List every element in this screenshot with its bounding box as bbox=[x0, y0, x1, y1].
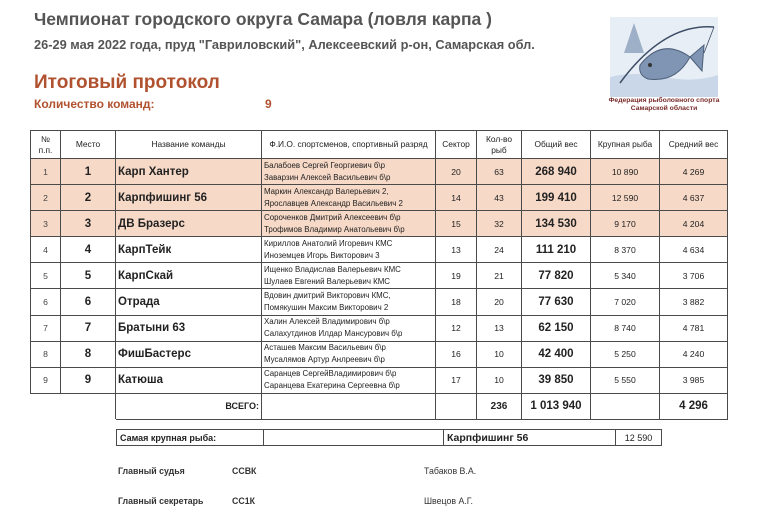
row-athletes bbox=[262, 367, 436, 393]
row-total: 42 400 bbox=[522, 341, 591, 367]
athlete-2: Саранцева Екатерина Сергеевна б\р bbox=[264, 381, 400, 391]
logo-caption-line2: Самарской области bbox=[630, 105, 698, 112]
row-num: 6 bbox=[31, 289, 61, 315]
row-avg: 3 706 bbox=[660, 263, 728, 289]
row-athletes bbox=[262, 185, 436, 211]
chief-judge-category: ССВК bbox=[232, 466, 257, 476]
competition-subtitle: 26-29 мая 2022 года, пруд "Гавриловский", Алексеевский р-он, Самарская обл. bbox=[34, 37, 535, 52]
row-biggest: 12 590 bbox=[591, 185, 660, 211]
row-athletes bbox=[262, 237, 436, 263]
row-num: 3 bbox=[31, 211, 61, 237]
row-sector: 19 bbox=[436, 263, 477, 289]
logo-caption bbox=[604, 97, 724, 113]
athlete-1: Вдовин дмитрий Викторович КМС, bbox=[264, 291, 391, 301]
row-sector: 16 bbox=[436, 341, 477, 367]
row-total: 77 630 bbox=[522, 289, 591, 315]
biggest-fish-empty bbox=[264, 430, 444, 446]
row-biggest: 9 170 bbox=[591, 211, 660, 237]
row-total: 111 210 bbox=[522, 237, 591, 263]
teams-count-label: Количество команд: bbox=[34, 97, 155, 111]
biggest-fish-table bbox=[116, 429, 662, 446]
row-team: Карп Хантер bbox=[116, 159, 262, 185]
row-athletes bbox=[262, 289, 436, 315]
row-count: 63 bbox=[477, 159, 522, 185]
row-athletes bbox=[262, 159, 436, 185]
row-biggest: 5 340 bbox=[591, 263, 660, 289]
athlete-1: Маркин Александр Валерьевич 2, bbox=[264, 186, 389, 196]
row-total: 268 940 bbox=[522, 159, 591, 185]
row-team: Братыни 63 bbox=[116, 315, 262, 341]
row-total: 199 410 bbox=[522, 185, 591, 211]
totals-weight: 1 013 940 bbox=[522, 393, 591, 419]
row-num: 1 bbox=[31, 159, 61, 185]
table-header-row bbox=[31, 131, 728, 159]
row-total: 62 150 bbox=[522, 315, 591, 341]
table-row bbox=[31, 237, 728, 263]
chief-judge-name: Табаков В.А. bbox=[424, 466, 477, 476]
row-biggest: 5 250 bbox=[591, 341, 660, 367]
results-table bbox=[30, 130, 728, 420]
athlete-2: Заварзин Алексей Васильевич б\р bbox=[264, 172, 391, 182]
athlete-1: Асташев Максим Васильевич б\р bbox=[264, 343, 386, 353]
chief-judge-label: Главный судья bbox=[118, 466, 185, 476]
athlete-2: Салахутдинов Илдар Мансурович б\р bbox=[264, 329, 403, 339]
table-row bbox=[31, 263, 728, 289]
table-row bbox=[31, 367, 728, 393]
biggest-fish-weight: 12 590 bbox=[616, 430, 662, 446]
chief-secretary-name: Швецов А.Г. bbox=[424, 496, 473, 506]
teams-count-value: 9 bbox=[265, 97, 272, 111]
row-team: ФишБастерс bbox=[116, 341, 262, 367]
row-total: 134 530 bbox=[522, 211, 591, 237]
row-count: 32 bbox=[477, 211, 522, 237]
row-place: 4 bbox=[61, 237, 116, 263]
athlete-2: Мусалямов Артур Анлреевич б\р bbox=[264, 355, 385, 365]
logo-fish-eye bbox=[648, 63, 652, 67]
header-num: № п.п. bbox=[31, 131, 61, 159]
athlete-1: Сороченков Дмитрий Алексеевич б\р bbox=[264, 212, 401, 222]
row-total: 77 820 bbox=[522, 263, 591, 289]
row-sector: 18 bbox=[436, 289, 477, 315]
logo-caption-line1: Федерация рыболовного спорта bbox=[608, 97, 720, 104]
row-place: 8 bbox=[61, 341, 116, 367]
row-count: 24 bbox=[477, 237, 522, 263]
row-avg: 4 781 bbox=[660, 315, 728, 341]
totals-avg: 4 296 bbox=[660, 393, 728, 419]
chief-secretary-category: СС1К bbox=[232, 496, 255, 506]
table-row bbox=[31, 341, 728, 367]
row-athletes bbox=[262, 211, 436, 237]
row-team: КарпСкай bbox=[116, 263, 262, 289]
header-total: Общий вес bbox=[522, 131, 591, 159]
totals-spacer bbox=[31, 393, 116, 419]
totals-sector-empty bbox=[436, 393, 477, 419]
chief-secretary-label: Главный секретарь bbox=[118, 496, 204, 506]
row-avg: 3 985 bbox=[660, 367, 728, 393]
row-team: КарпТейк bbox=[116, 237, 262, 263]
biggest-fish-label: Самая крупная рыба: bbox=[117, 430, 264, 446]
row-sector: 17 bbox=[436, 367, 477, 393]
row-avg: 4 269 bbox=[660, 159, 728, 185]
athlete-1: Саранцев СергейВладимирович б\р bbox=[264, 369, 397, 379]
header-biggest: Крупная рыба bbox=[591, 131, 660, 159]
athlete-2: Иноземцев Игорь Викторович 3 bbox=[264, 250, 380, 260]
athlete-2: Трофимов Владимир Анатольевич б\р bbox=[264, 224, 405, 234]
row-place: 7 bbox=[61, 315, 116, 341]
totals-label: ВСЕГО: bbox=[116, 393, 262, 419]
competition-title: Чемпионат городского округа Самара (ловля карпа ) bbox=[34, 9, 492, 29]
row-avg: 3 882 bbox=[660, 289, 728, 315]
athlete-1: Халин Алексей Владимирович б\р bbox=[264, 317, 390, 327]
row-count: 43 bbox=[477, 185, 522, 211]
row-sector: 13 bbox=[436, 237, 477, 263]
row-biggest: 7 020 bbox=[591, 289, 660, 315]
row-num: 9 bbox=[31, 367, 61, 393]
header-athletes: Ф.И.О. спортсменов, спортивный разряд bbox=[262, 131, 436, 159]
row-team: Карпфишинг 56 bbox=[116, 185, 262, 211]
table-row bbox=[31, 159, 728, 185]
row-num: 4 bbox=[31, 237, 61, 263]
row-athletes bbox=[262, 341, 436, 367]
row-team: ДВ Бразерс bbox=[116, 211, 262, 237]
biggest-fish-team: Карпфишинг 56 bbox=[444, 430, 616, 446]
row-count: 21 bbox=[477, 263, 522, 289]
biggest-fish-row bbox=[117, 430, 662, 446]
table-row bbox=[31, 185, 728, 211]
athlete-2: Помякушин Максим Викторович 2 bbox=[264, 303, 389, 313]
row-sector: 15 bbox=[436, 211, 477, 237]
header-sector: Сектор bbox=[436, 131, 477, 159]
athlete-1: Балабоев Сергей Георгиевич б\р bbox=[264, 160, 385, 170]
row-place: 2 bbox=[61, 185, 116, 211]
totals-row bbox=[31, 393, 728, 419]
row-sector: 20 bbox=[436, 159, 477, 185]
row-num: 5 bbox=[31, 263, 61, 289]
header-avg: Средний вес bbox=[660, 131, 728, 159]
row-num: 7 bbox=[31, 315, 61, 341]
row-total: 39 850 bbox=[522, 367, 591, 393]
totals-biggest-empty bbox=[591, 393, 660, 419]
protocol-heading: Итоговый протокол bbox=[34, 72, 220, 93]
header-count: Кол-во рыб bbox=[477, 131, 522, 159]
row-athletes bbox=[262, 315, 436, 341]
header-team: Название команды bbox=[116, 131, 262, 159]
athlete-2: Шулаев Евгений Валерьевич КМС bbox=[264, 276, 390, 286]
row-count: 20 bbox=[477, 289, 522, 315]
row-count: 13 bbox=[477, 315, 522, 341]
totals-athletes-empty bbox=[262, 393, 436, 419]
row-biggest: 10 890 bbox=[591, 159, 660, 185]
row-num: 8 bbox=[31, 341, 61, 367]
athlete-1: Кириллов Анатолий Игоревич КМС bbox=[264, 238, 393, 248]
row-count: 10 bbox=[477, 341, 522, 367]
athlete-2: Ярославцев Александр Васильевич 2 bbox=[264, 198, 403, 208]
row-avg: 4 637 bbox=[660, 185, 728, 211]
row-place: 3 bbox=[61, 211, 116, 237]
row-avg: 4 634 bbox=[660, 237, 728, 263]
row-place: 9 bbox=[61, 367, 116, 393]
table-row bbox=[31, 211, 728, 237]
row-athletes bbox=[262, 263, 436, 289]
row-count: 10 bbox=[477, 367, 522, 393]
row-biggest: 8 370 bbox=[591, 237, 660, 263]
row-team: Катюша bbox=[116, 367, 262, 393]
table-row bbox=[31, 289, 728, 315]
row-num: 2 bbox=[31, 185, 61, 211]
athlete-1: Ищенко Владислав Валерьевич КМС bbox=[264, 264, 401, 274]
table-row bbox=[31, 315, 728, 341]
row-place: 5 bbox=[61, 263, 116, 289]
row-sector: 14 bbox=[436, 185, 477, 211]
row-sector: 12 bbox=[436, 315, 477, 341]
totals-count: 236 bbox=[477, 393, 522, 419]
row-place: 1 bbox=[61, 159, 116, 185]
row-avg: 4 204 bbox=[660, 211, 728, 237]
row-biggest: 5 550 bbox=[591, 367, 660, 393]
row-biggest: 8 740 bbox=[591, 315, 660, 341]
header-place: Место bbox=[61, 131, 116, 159]
row-place: 6 bbox=[61, 289, 116, 315]
row-team: Отрада bbox=[116, 289, 262, 315]
row-avg: 4 240 bbox=[660, 341, 728, 367]
